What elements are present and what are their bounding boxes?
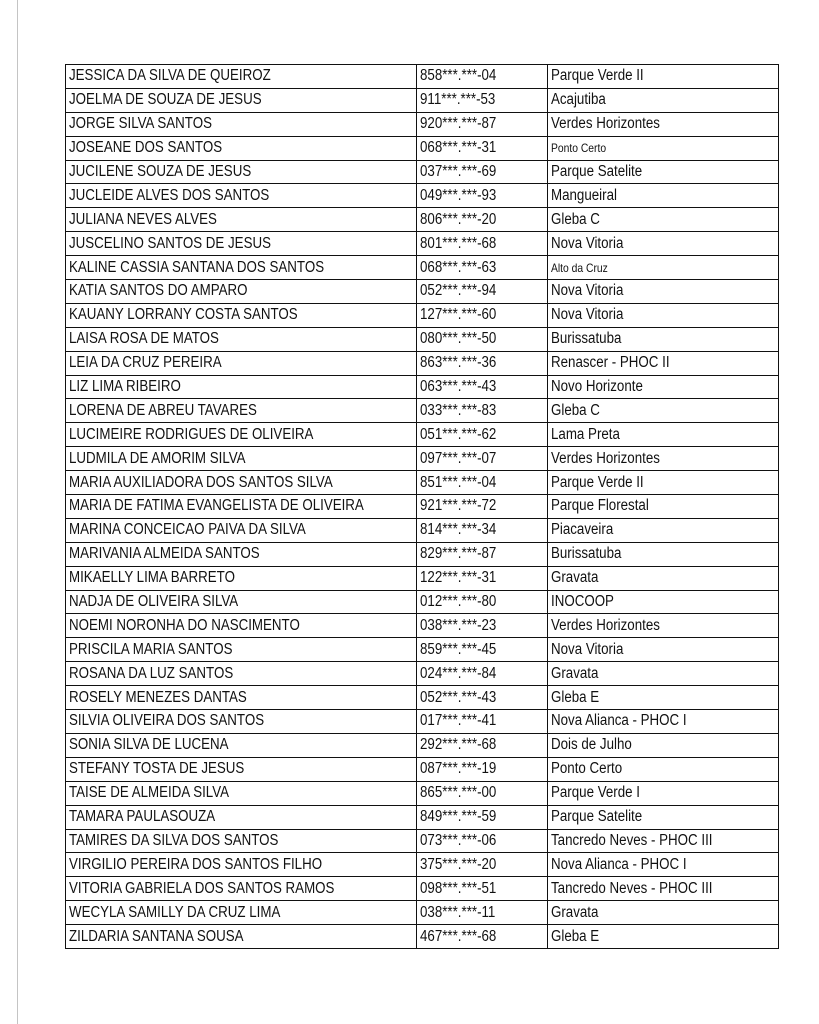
name-cell xyxy=(66,471,417,495)
neighborhood-cell xyxy=(548,208,779,232)
cpf-cell xyxy=(417,901,548,925)
cpf-text: 920***.***-87 xyxy=(420,115,497,133)
cpf-text: 122***.***-31 xyxy=(420,569,497,587)
table-row xyxy=(66,399,779,423)
name-text: JOELMA DE SOUZA DE JESUS xyxy=(69,91,262,109)
neighborhood-text: Alto da Cruz xyxy=(551,260,608,275)
cpf-cell xyxy=(417,757,548,781)
page-edge-divider xyxy=(17,0,18,1024)
cpf-cell xyxy=(417,566,548,590)
neighborhood-cell xyxy=(548,566,779,590)
cpf-cell xyxy=(417,303,548,327)
neighborhood-text: Gleba E xyxy=(551,927,600,945)
cpf-text: 375***.***-20 xyxy=(420,855,497,873)
name-text: JUCILENE SOUZA DE JESUS xyxy=(69,163,252,180)
cpf-text: 052***.***-43 xyxy=(420,688,497,706)
name-text: LAISA ROSA DE MATOS xyxy=(69,330,219,348)
table-row xyxy=(66,423,779,447)
name-text: MARIVANIA ALMEIDA SANTOS xyxy=(69,545,260,563)
cpf-cell xyxy=(417,495,548,519)
cpf-cell xyxy=(417,614,548,638)
name-cell xyxy=(66,495,417,519)
neighborhood-text: Gleba E xyxy=(551,688,600,706)
cpf-text: 801***.***-68 xyxy=(420,234,497,252)
name-text: JOSEANE DOS SANTOS xyxy=(69,139,223,157)
name-cell xyxy=(66,232,417,256)
table-row xyxy=(66,733,779,757)
name-text: ROSANA DA LUZ SANTOS xyxy=(69,664,234,682)
cpf-cell xyxy=(417,590,548,614)
cpf-cell xyxy=(417,232,548,256)
table-row xyxy=(66,781,779,805)
neighborhood-cell xyxy=(548,399,779,423)
table-row xyxy=(66,88,779,112)
table-row xyxy=(66,542,779,566)
name-cell xyxy=(66,877,417,901)
cpf-text: 851***.***-04 xyxy=(420,473,497,491)
neighborhood-cell xyxy=(548,447,779,471)
table-row xyxy=(66,925,779,949)
neighborhood-text: Burissatuba xyxy=(551,545,622,563)
name-text: JUCLEIDE ALVES DOS SANTOS xyxy=(69,186,270,204)
name-cell xyxy=(66,686,417,710)
cpf-text: 849***.***-59 xyxy=(420,808,497,826)
neighborhood-cell xyxy=(548,112,779,136)
cpf-text: 049***.***-93 xyxy=(420,186,497,204)
name-text: NOEMI NORONHA DO NASCIMENTO xyxy=(69,616,300,634)
name-text: TAMIRES DA SILVA DOS SANTOS xyxy=(69,831,279,849)
table-row xyxy=(66,853,779,877)
cpf-text: 467***.***-68 xyxy=(420,927,497,945)
table-row xyxy=(66,447,779,471)
name-cell xyxy=(66,423,417,447)
table-row xyxy=(66,614,779,638)
name-cell xyxy=(66,805,417,829)
neighborhood-cell xyxy=(548,805,779,829)
cpf-text: 292***.***-68 xyxy=(420,736,497,754)
name-cell xyxy=(66,136,417,160)
neighborhood-text: Ponto Certo xyxy=(551,141,607,156)
cpf-cell xyxy=(417,733,548,757)
table-row xyxy=(66,638,779,662)
cpf-text: 127***.***-60 xyxy=(420,306,497,324)
name-cell xyxy=(66,88,417,112)
table-row xyxy=(66,829,779,853)
neighborhood-text: Parque Verde II xyxy=(551,473,644,491)
neighborhood-text: Nova Alianca - PHOC I xyxy=(551,712,687,730)
name-text: JULIANA NEVES ALVES xyxy=(69,210,217,228)
cpf-text: 038***.***-23 xyxy=(420,616,497,634)
name-text: MIKAELLY LIMA BARRETO xyxy=(69,569,235,587)
name-text: SONIA SILVA DE LUCENA xyxy=(69,736,229,754)
neighborhood-text: Parque Verde II xyxy=(551,67,644,85)
name-text: LUDMILA DE AMORIM SILVA xyxy=(69,449,246,467)
name-text: SILVIA OLIVEIRA DOS SANTOS xyxy=(69,712,265,730)
table-row xyxy=(66,662,779,686)
cpf-cell xyxy=(417,280,548,304)
cpf-cell xyxy=(417,184,548,208)
neighborhood-text: Parque Satelite xyxy=(551,808,643,826)
cpf-cell xyxy=(417,925,548,949)
neighborhood-cell xyxy=(548,518,779,542)
table-row xyxy=(66,877,779,901)
cpf-text: 921***.***-72 xyxy=(420,497,497,515)
name-text: KAUANY LORRANY COSTA SANTOS xyxy=(69,306,298,324)
neighborhood-cell xyxy=(548,757,779,781)
name-cell xyxy=(66,901,417,925)
neighborhood-cell xyxy=(548,88,779,112)
name-text: JESSICA DA SILVA DE QUEIROZ xyxy=(69,67,271,85)
neighborhood-text: Parque Satelite xyxy=(551,163,643,180)
name-cell xyxy=(66,733,417,757)
cpf-cell xyxy=(417,638,548,662)
cpf-text: 087***.***-19 xyxy=(420,760,497,778)
cpf-cell xyxy=(417,65,548,89)
neighborhood-text: Nova Vitoria xyxy=(551,234,624,252)
table-row xyxy=(66,184,779,208)
cpf-cell xyxy=(417,112,548,136)
name-cell xyxy=(66,662,417,686)
cpf-text: 859***.***-45 xyxy=(420,640,497,658)
name-text: LIZ LIMA RIBEIRO xyxy=(69,378,181,396)
cpf-text: 865***.***-00 xyxy=(420,784,497,802)
table-row xyxy=(66,65,779,89)
neighborhood-cell xyxy=(548,495,779,519)
cpf-text: 097***.***-07 xyxy=(420,449,497,467)
table-row xyxy=(66,566,779,590)
cpf-text: 863***.***-36 xyxy=(420,354,497,372)
cpf-cell xyxy=(417,375,548,399)
cpf-text: 012***.***-80 xyxy=(420,593,497,611)
name-text: TAISE DE ALMEIDA SILVA xyxy=(69,784,230,802)
name-text: LEIA DA CRUZ PEREIRA xyxy=(69,354,222,372)
neighborhood-cell xyxy=(548,471,779,495)
cpf-text: 037***.***-69 xyxy=(420,163,497,180)
name-cell xyxy=(66,590,417,614)
neighborhood-cell xyxy=(548,375,779,399)
name-cell xyxy=(66,829,417,853)
name-text: MARINA CONCEICAO PAIVA DA SILVA xyxy=(69,521,306,539)
name-cell xyxy=(66,710,417,734)
cpf-text: 911***.***-53 xyxy=(420,91,496,109)
cpf-cell xyxy=(417,256,548,280)
neighborhood-text: Piacaveira xyxy=(551,521,614,539)
name-text: LUCIMEIRE RODRIGUES DE OLIVEIRA xyxy=(69,425,314,443)
table-row xyxy=(66,471,779,495)
cpf-text: 080***.***-50 xyxy=(420,330,497,348)
neighborhood-text: Renascer - PHOC II xyxy=(551,354,670,372)
neighborhood-text: Tancredo Neves - PHOC III xyxy=(551,879,713,897)
neighborhood-cell xyxy=(548,280,779,304)
cpf-cell xyxy=(417,781,548,805)
name-cell xyxy=(66,757,417,781)
neighborhood-cell xyxy=(548,256,779,280)
table-row xyxy=(66,280,779,304)
table-row xyxy=(66,901,779,925)
neighborhood-cell xyxy=(548,423,779,447)
cpf-cell xyxy=(417,351,548,375)
name-cell xyxy=(66,112,417,136)
table-row xyxy=(66,518,779,542)
neighborhood-cell xyxy=(548,232,779,256)
name-cell xyxy=(66,208,417,232)
neighborhood-text: Nova Vitoria xyxy=(551,306,624,324)
name-text: MARIA DE FATIMA EVANGELISTA DE OLIVEIRA xyxy=(69,497,364,515)
neighborhood-text: Verdes Horizontes xyxy=(551,449,660,467)
name-cell xyxy=(66,638,417,662)
neighborhood-text: Parque Florestal xyxy=(551,497,649,515)
cpf-text: 814***.***-34 xyxy=(420,521,497,539)
name-cell xyxy=(66,327,417,351)
cpf-cell xyxy=(417,136,548,160)
name-text: PRISCILA MARIA SANTOS xyxy=(69,640,233,658)
name-text: ROSELY MENEZES DANTAS xyxy=(69,688,247,706)
cpf-text: 068***.***-63 xyxy=(420,258,497,276)
neighborhood-cell xyxy=(548,686,779,710)
table-row xyxy=(66,256,779,280)
table-row xyxy=(66,112,779,136)
neighborhood-cell xyxy=(548,781,779,805)
name-cell xyxy=(66,925,417,949)
neighborhood-text: Acajutiba xyxy=(551,91,606,109)
name-text: TAMARA PAULASOUZA xyxy=(69,808,216,826)
cpf-text: 017***.***-41 xyxy=(420,712,497,730)
cpf-cell xyxy=(417,518,548,542)
name-text: KALINE CASSIA SANTANA DOS SANTOS xyxy=(69,258,325,276)
cpf-cell xyxy=(417,542,548,566)
neighborhood-text: Nova Vitoria xyxy=(551,640,624,658)
neighborhood-text: Parque Verde I xyxy=(551,784,640,802)
table-row xyxy=(66,160,779,184)
cpf-text: 033***.***-83 xyxy=(420,401,497,419)
cpf-cell xyxy=(417,423,548,447)
name-cell xyxy=(66,184,417,208)
neighborhood-cell xyxy=(548,303,779,327)
name-cell xyxy=(66,518,417,542)
cpf-cell xyxy=(417,327,548,351)
cpf-text: 068***.***-31 xyxy=(420,139,497,157)
neighborhood-text: Lama Preta xyxy=(551,425,620,443)
name-cell xyxy=(66,65,417,89)
cpf-cell xyxy=(417,829,548,853)
cpf-text: 829***.***-87 xyxy=(420,545,497,563)
table-row xyxy=(66,375,779,399)
neighborhood-text: Nova Vitoria xyxy=(551,282,624,300)
table-row xyxy=(66,303,779,327)
beneficiary-table xyxy=(65,64,779,949)
name-cell xyxy=(66,614,417,638)
cpf-text: 098***.***-51 xyxy=(420,879,497,897)
name-text: NADJA DE OLIVEIRA SILVA xyxy=(69,593,239,611)
name-cell xyxy=(66,375,417,399)
cpf-text: 073***.***-06 xyxy=(420,831,497,849)
name-text: JORGE SILVA SANTOS xyxy=(69,115,212,133)
cpf-text: 063***.***-43 xyxy=(420,378,497,396)
neighborhood-cell xyxy=(548,710,779,734)
neighborhood-text: Gleba C xyxy=(551,210,600,228)
table-row xyxy=(66,757,779,781)
neighborhood-cell xyxy=(548,136,779,160)
cpf-cell xyxy=(417,686,548,710)
neighborhood-text: Tancredo Neves - PHOC III xyxy=(551,831,713,849)
table-row xyxy=(66,351,779,375)
neighborhood-cell xyxy=(548,877,779,901)
neighborhood-cell xyxy=(548,327,779,351)
neighborhood-cell xyxy=(548,542,779,566)
name-cell xyxy=(66,160,417,184)
neighborhood-text: Verdes Horizontes xyxy=(551,616,660,634)
name-cell xyxy=(66,256,417,280)
table-row xyxy=(66,805,779,829)
cpf-cell xyxy=(417,88,548,112)
cpf-cell xyxy=(417,710,548,734)
name-cell xyxy=(66,781,417,805)
cpf-text: 024***.***-84 xyxy=(420,664,497,682)
cpf-cell xyxy=(417,662,548,686)
neighborhood-text: Ponto Certo xyxy=(551,760,623,778)
table-row xyxy=(66,710,779,734)
name-text: MARIA AUXILIADORA DOS SANTOS SILVA xyxy=(69,473,333,491)
table-row xyxy=(66,136,779,160)
cpf-cell xyxy=(417,877,548,901)
cpf-cell xyxy=(417,399,548,423)
name-text: WECYLA SAMILLY DA CRUZ LIMA xyxy=(69,903,281,921)
cpf-cell xyxy=(417,471,548,495)
name-text: VITORIA GABRIELA DOS SANTOS RAMOS xyxy=(69,879,335,897)
name-text: STEFANY TOSTA DE JESUS xyxy=(69,760,245,778)
cpf-text: 052***.***-94 xyxy=(420,282,497,300)
neighborhood-cell xyxy=(548,184,779,208)
neighborhood-text: Gravata xyxy=(551,569,599,587)
cpf-text: 806***.***-20 xyxy=(420,210,497,228)
cpf-cell xyxy=(417,447,548,471)
neighborhood-cell xyxy=(548,853,779,877)
neighborhood-cell xyxy=(548,351,779,375)
neighborhood-cell xyxy=(548,733,779,757)
name-cell xyxy=(66,399,417,423)
table-row xyxy=(66,686,779,710)
neighborhood-text: Novo Horizonte xyxy=(551,378,643,396)
name-cell xyxy=(66,351,417,375)
name-text: JUSCELINO SANTOS DE JESUS xyxy=(69,234,271,252)
neighborhood-cell xyxy=(548,901,779,925)
neighborhood-text: Verdes Horizontes xyxy=(551,115,660,133)
table-row xyxy=(66,232,779,256)
neighborhood-text: INOCOOP xyxy=(551,593,614,611)
table-row xyxy=(66,208,779,232)
neighborhood-cell xyxy=(548,65,779,89)
name-text: LORENA DE ABREU TAVARES xyxy=(69,401,257,419)
beneficiary-table-body xyxy=(66,65,779,949)
neighborhood-cell xyxy=(548,590,779,614)
neighborhood-text: Burissatuba xyxy=(551,330,622,348)
cpf-cell xyxy=(417,208,548,232)
cpf-cell xyxy=(417,853,548,877)
neighborhood-text: Gleba C xyxy=(551,401,600,419)
name-cell xyxy=(66,280,417,304)
name-text: VIRGILIO PEREIRA DOS SANTOS FILHO xyxy=(69,855,323,873)
name-text: ZILDARIA SANTANA SOUSA xyxy=(69,927,244,945)
name-cell xyxy=(66,853,417,877)
neighborhood-text: Gravata xyxy=(551,903,599,921)
neighborhood-text: Nova Alianca - PHOC I xyxy=(551,855,687,873)
name-cell xyxy=(66,303,417,327)
name-cell xyxy=(66,566,417,590)
table-row xyxy=(66,495,779,519)
cpf-text: 038***.***-11 xyxy=(420,903,496,921)
neighborhood-cell xyxy=(548,160,779,184)
name-cell xyxy=(66,447,417,471)
neighborhood-cell xyxy=(548,662,779,686)
name-text: KATIA SANTOS DO AMPARO xyxy=(69,282,248,300)
name-cell xyxy=(66,542,417,566)
neighborhood-text: Gravata xyxy=(551,664,599,682)
table-row xyxy=(66,590,779,614)
cpf-cell xyxy=(417,805,548,829)
neighborhood-cell xyxy=(548,925,779,949)
cpf-text: 858***.***-04 xyxy=(420,67,497,85)
neighborhood-cell xyxy=(548,829,779,853)
neighborhood-text: Mangueiral xyxy=(551,186,617,204)
table-row xyxy=(66,327,779,351)
cpf-cell xyxy=(417,160,548,184)
neighborhood-cell xyxy=(548,638,779,662)
cpf-text: 051***.***-62 xyxy=(420,425,497,443)
neighborhood-text: Dois de Julho xyxy=(551,736,632,754)
neighborhood-cell xyxy=(548,614,779,638)
